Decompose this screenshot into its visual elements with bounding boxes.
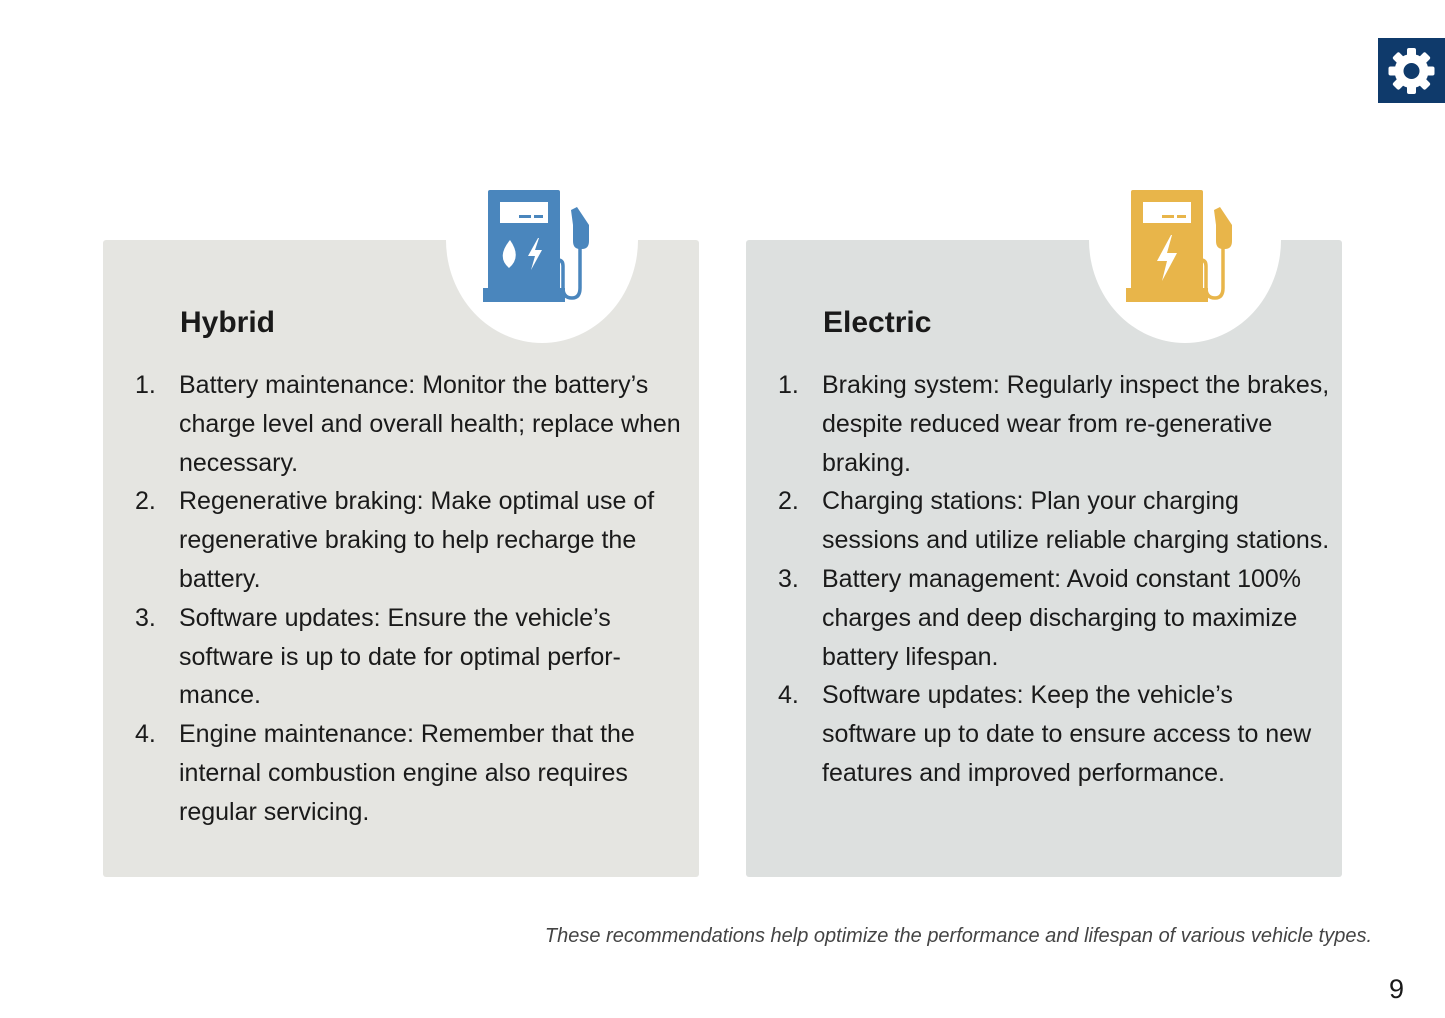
card-title: Hybrid bbox=[180, 306, 276, 339]
page-number: 9 bbox=[1389, 974, 1405, 1004]
electric-card bbox=[746, 240, 1342, 877]
list-item: 3. Battery management: Avoid constant 100% charges and deep discharging to maximize battery lifespan. bbox=[778, 564, 1302, 671]
gear-icon bbox=[1378, 38, 1445, 103]
gear-logo bbox=[1378, 38, 1445, 103]
card-title: Electric bbox=[823, 306, 932, 339]
list-item: 2. Regenerative braking: Make optimal use of regenerative braking to help recharge the battery. bbox=[135, 487, 655, 593]
list-item: 1. Battery maintenance: Monitor the battery’s charge level and overall health; replace when necessary. bbox=[135, 371, 681, 477]
hybrid-card bbox=[103, 240, 699, 877]
list-item: 4. Engine maintenance: Remember that the internal combustion engine also requires regular servicing. bbox=[135, 720, 635, 826]
ev-charger-icon bbox=[1126, 190, 1244, 306]
list-item: 4. Software updates: Keep the vehicle’s software up to date to ensure access to new features and improved performance. bbox=[778, 681, 1312, 787]
electric-list bbox=[778, 366, 1333, 793]
list-item: 3. Software updates: Ensure the vehicle’s software is up to date for optimal perfor-mance. bbox=[135, 603, 621, 710]
list-item: 2. Charging stations: Plan your charging sessions and utilize reliable charging stations. bbox=[778, 487, 1330, 555]
footer-note: These recommendations help optimize the performance and lifespan of various vehicle types. bbox=[544, 925, 1372, 947]
hybrid-list bbox=[135, 366, 690, 832]
list-item: 1. Braking system: Regularly inspect the brakes, despite reduced wear from re-generative braking. bbox=[778, 371, 1330, 477]
fuel-pump-hybrid-icon bbox=[483, 190, 601, 306]
